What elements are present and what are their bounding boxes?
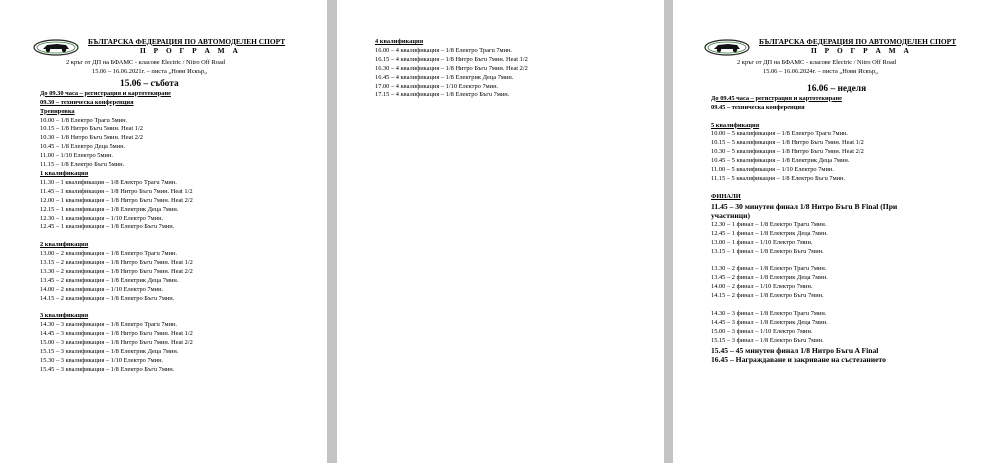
program-title: П Р О Г Р А М А: [140, 46, 241, 55]
schedule-line: 1 квалификация: [40, 169, 89, 177]
schedule-line: 11.15 – 5 квалификация – 1/8 Електро Бъгu 7мин.: [711, 174, 846, 182]
schedule-line: 10.00 – 1/8 Електро Трагu 5мин.: [40, 116, 128, 124]
schedule-line: 13.30 – 2 финал – 1/8 Електро Трагu 7мин.: [711, 265, 827, 273]
subtitle-line-1: 2 кръг от ДП на БФАМС - класове Electric / Nitro Off Road: [737, 59, 896, 66]
schedule-line: 17.00 – 4 квалификация – 1/10 Електро 7мин.: [375, 82, 499, 90]
schedule-line: 14.00 – 2 квалификация – 1/10 Електро 7мин.: [40, 285, 164, 293]
schedule-line: 13.15 – 2 квалификация – 1/8 Нитро Бъгu 7мин. Heat 1/2: [40, 259, 193, 267]
schedule-line: 15.15 – 3 квалификация – 1/8 Електрик Деца 7мин.: [40, 348, 179, 356]
federation-logo-icon: [33, 39, 79, 56]
line-spacer: [711, 113, 897, 122]
schedule-lines: [711, 95, 897, 365]
schedule-line: 14.30 – 3 квалификация – 1/8 Електро Трагu 7мин.: [40, 321, 178, 329]
page-1-content: [40, 37, 286, 375]
schedule-line: 15.45 – 45 минутен финал 1/8 Нитро Бъгu A Final: [711, 345, 879, 355]
schedule-line: 13.00 – 1 финал – 1/10 Електро 7мин.: [711, 238, 813, 246]
page-1: [0, 0, 327, 463]
schedule-line: 10.30 – 1/8 Нитро Бъгu 5мин. Heat 2/2: [40, 134, 143, 142]
schedule-line: 12.00 – 1 квалификация – 1/8 Нитро Бъгu 7мин. Heat 2/2: [40, 196, 193, 204]
federation-logo-icon: [704, 39, 750, 56]
schedule-line: 16.45 – Награждаване и закриване на състезанието: [711, 355, 886, 365]
schedule-line: 10.15 – 1/8 Нитро Бъгu 5мин. Heat 1/2: [40, 125, 143, 133]
schedule-line: участници): [711, 211, 751, 221]
schedule-line: 14.00 – 2 финал – 1/10 Електро 7мин.: [711, 283, 813, 291]
schedule-line: 15.15 – 3 финал – 1/8 Електро Бъгu 7мин.: [711, 336, 824, 344]
page-2-content: [375, 38, 528, 100]
schedule-line: Тренировка: [40, 107, 75, 115]
schedule-line: 14.45 – 3 финал – 1/8 Електрик Деца 7мин.: [711, 318, 828, 326]
schedule-line: 15.00 – 3 финал – 1/10 Електро 7мин.: [711, 327, 813, 335]
line-spacer: [711, 301, 897, 310]
schedule-line: 15.30 – 3 квалификация – 1/10 Електро 7мин.: [40, 356, 164, 364]
schedule-line: 15.00 – 3 квалификация – 1/8 Нитро Бъгu 7мин. Heat 2/2: [40, 339, 193, 347]
schedule-line: До 09.30 часа – регистрация и картотекиране: [40, 89, 171, 97]
schedule-line: 13.15 – 1 финал – 1/8 Електро Бъгu 7мин.: [711, 247, 824, 255]
schedule-line: 16.45 – 4 квалификация – 1/8 Електрик Деца 7мин.: [375, 73, 514, 81]
schedule-line: 10.00 – 5 квалификация – 1/8 Електро Трагu 7мин.: [711, 130, 849, 138]
line-spacer: [40, 232, 225, 241]
schedule-line: 17.15 – 4 квалификация – 1/8 Електро Бъгu 7мин.: [375, 91, 510, 99]
schedule-line: 11.45 – 1 квалификация – 1/8 Нитро Бъгu 7мин. Heat 1/2: [40, 187, 193, 195]
subtitle-line-1: 2 кръг от ДП на БФАМС - класове Electric / Nitro Off Road: [66, 59, 225, 66]
schedule-line: 09.30 – техническа конференция: [40, 98, 134, 106]
schedule-line: 11.15 – 1/8 Електро Бъгu 5мин.: [40, 161, 125, 169]
line-spacer: [711, 256, 897, 265]
page-3-header: [711, 37, 957, 59]
schedule-line: 13.45 – 2 финал – 1/8 Електрик Деца 7мин.: [711, 274, 828, 282]
page-3: [673, 0, 1000, 463]
schedule-line: 5 квалификация: [711, 121, 760, 129]
schedule-lines: [375, 38, 528, 100]
day-heading: 15.06 – събота: [120, 78, 179, 89]
schedule-line: 12.45 – 1 квалификация – 1/8 Електро Бъгu 7мин.: [40, 223, 175, 231]
page-2: [337, 0, 664, 463]
schedule-line: 12.30 – 1 финал – 1/8 Електро Трагu 7мин.: [711, 220, 827, 228]
schedule-line: До 09.45 часа – регистрация и картотекиране: [711, 94, 842, 102]
schedule-line: 16.30 – 4 квалификация – 1/8 Нитро Бъгu 7мин. Heat 2/2: [375, 64, 528, 72]
schedule-line: 12.15 – 1 квалификация – 1/8 Електрик Деца 7мин.: [40, 205, 179, 213]
schedule-line: 12.30 – 1 квалификация – 1/10 Електро 7мин.: [40, 214, 164, 222]
schedule-lines: [40, 90, 225, 375]
schedule-line: 11.30 – 1 квалификация – 1/8 Електро Трагu 7мин.: [40, 178, 177, 186]
org-title: БЪЛГАРСКА ФЕДЕРАЦИЯ ПО АВТОМОДЕЛЕН СПОРТ: [759, 37, 957, 46]
day-heading: 16.06 – неделя: [807, 83, 867, 94]
subtitle-line-2: 15.06 – 16.06.2021г. – писта „Нови Искър„: [92, 67, 207, 75]
schedule-line: 10.15 – 5 квалификация – 1/8 Нитро Бъгu 7мин. Heat 1/2: [711, 139, 864, 147]
schedule-line: 14.15 – 2 финал – 1/8 Електро Бъгu 7мин.: [711, 292, 824, 300]
line-spacer: [711, 184, 897, 193]
schedule-line: 2 квалификация: [40, 241, 89, 249]
schedule-line: 15.45 – 3 квалификация – 1/8 Електро Бъгu 7мин.: [40, 365, 175, 373]
schedule-line: 14.45 – 3 квалификация – 1/8 Нитро Бъгu 7мин. Heat 1/2: [40, 330, 193, 338]
subtitle-line-2: 15.06 – 16.06.2024г. – писта „Нови Искър„: [763, 67, 878, 75]
schedule-line: 14.15 – 2 квалификация – 1/8 Електро Бъгu 7мин.: [40, 294, 175, 302]
schedule-line: 10.30 – 5 квалификация – 1/8 Нитро Бъгu 7мин. Heat 2/2: [711, 148, 864, 156]
schedule-line: 12.45 – 1 финал – 1/8 Електрик Деца 7мин.: [711, 229, 828, 237]
schedule-line: 16.00 – 4 квалификация – 1/8 Електро Трагu 7мин.: [375, 46, 513, 54]
page-1-header: [40, 37, 286, 59]
schedule-line: 11.00 – 1/10 Електро 5мин.: [40, 152, 113, 160]
org-title: БЪЛГАРСКА ФЕДЕРАЦИЯ ПО АВТОМОДЕЛЕН СПОРТ: [88, 37, 286, 46]
schedule-line: 13.00 – 2 квалификация – 1/8 Електро Трагu 7мин.: [40, 250, 178, 258]
schedule-line: 3 квалификация: [40, 312, 89, 320]
schedule-line: 16.15 – 4 квалификация – 1/8 Нитро Бъгu 7мин. Heat 1/2: [375, 55, 528, 63]
schedule-line: ФИНАЛИ: [711, 192, 741, 200]
schedule-line: 11.00 – 5 квалификация – 1/10 Електро 7мин.: [711, 166, 834, 174]
schedule-line: 09.45 – техническа конференция: [711, 103, 805, 111]
schedule-line: 11.45 – 30 минутен финал 1/8 Нитро Бъгu B Final (При: [711, 201, 898, 211]
schedule-line: 4 квалификация: [375, 38, 424, 45]
schedule-line: 13.45 – 2 квалификация – 1/8 Електрик Деца 7мин.: [40, 276, 179, 284]
schedule-line: 13.30 – 2 квалификация – 1/8 Нитро Бъгu 7мин. Heat 2/2: [40, 267, 193, 275]
schedule-line: 10.45 – 5 квалификация – 1/8 Електрик Деца 7мин.: [711, 157, 850, 165]
page-3-content: [711, 37, 957, 365]
line-spacer: [40, 304, 225, 313]
schedule-line: 10.45 – 1/8 Електро Деца 5мин.: [40, 143, 126, 151]
program-title: П Р О Г Р А М А: [811, 46, 912, 55]
schedule-line: 14.30 – 3 финал – 1/8 Електро Трагu 7мин.: [711, 309, 827, 317]
